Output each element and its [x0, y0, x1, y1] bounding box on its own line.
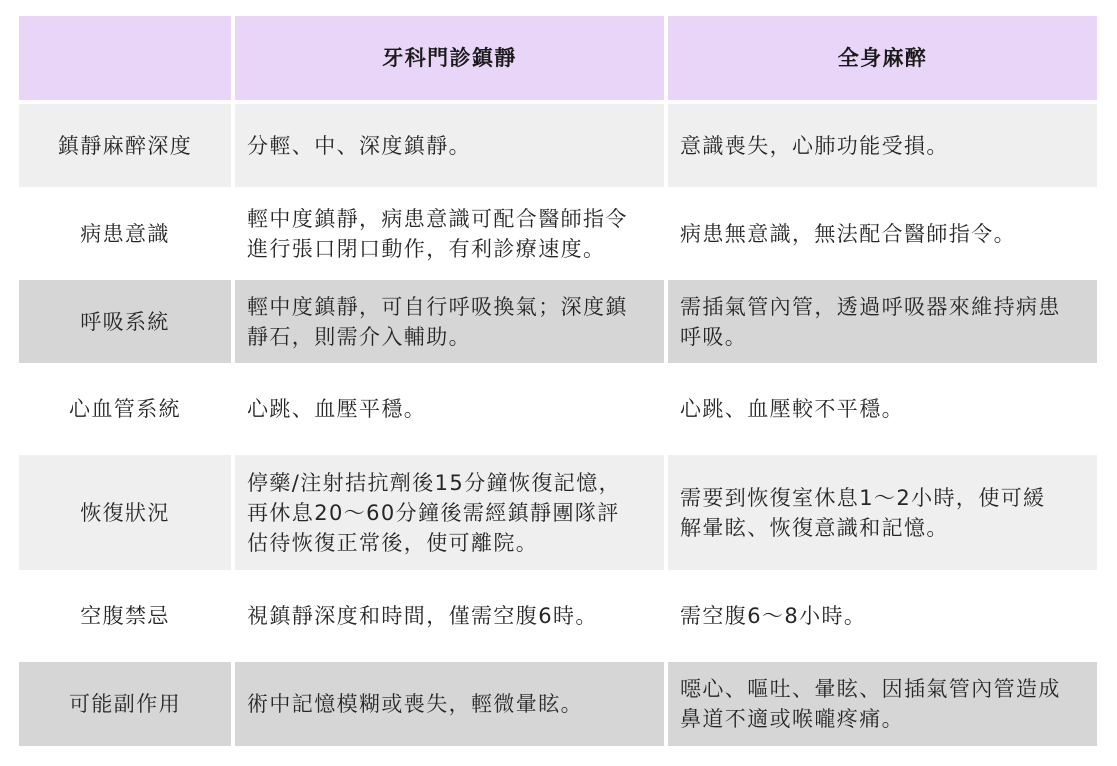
dental-sedation-text: 停藥/注射拮抗劑後15分鐘恢復記憶， 再休息20～60分鐘後需經鎮靜團隊評 估待恢復正常後，使可離院。: [247, 470, 621, 555]
row-label: 恢復狀況: [80, 500, 170, 525]
dental-sedation-cell: [235, 367, 664, 451]
dental-sedation-cell: [235, 662, 664, 746]
comparison-table: [19, 16, 1097, 746]
row-label-cell: [19, 104, 231, 187]
general-anesthesia-cell: [668, 662, 1097, 746]
general-anesthesia-cell: [668, 367, 1097, 451]
general-anesthesia-text: 噁心、嘔吐、暈眩、因插氣管內管造成 鼻道不適或喉嚨疼痛。: [680, 677, 1061, 731]
row-label: 鎮靜麻醉深度: [57, 133, 193, 158]
dental-sedation-text: 心跳、血壓平穩。: [247, 397, 427, 421]
table-header-corner: [19, 16, 231, 100]
general-anesthesia-cell: [668, 574, 1097, 658]
row-label: 空腹禁忌: [80, 604, 170, 628]
dental-sedation-text: 視鎮靜深度和時間，僅需空腹6時。: [247, 604, 598, 628]
general-anesthesia-text: 需空腹6～8小時。: [680, 604, 867, 628]
dental-sedation-text: 輕中度鎮靜，病患意識可配合醫師指令 進行張口閉口動作，有利診療速度。: [247, 206, 628, 261]
table-header-row: [19, 16, 1097, 100]
dental-sedation-text: 輕中度鎮靜，可自行呼吸換氣；深度鎮 靜石，則需介入輔助。: [247, 294, 628, 349]
row-label-cell: [19, 662, 231, 746]
header-general-anesthesia-cell: [668, 16, 1097, 100]
dental-sedation-cell: [235, 104, 664, 187]
header-general-anesthesia: 全身麻醉: [837, 46, 928, 70]
row-label-cell: [19, 455, 231, 570]
row-label: 心血管系統: [69, 397, 181, 421]
table-row-consciousness: [19, 191, 1097, 276]
general-anesthesia-cell: [668, 280, 1097, 363]
row-label: 病患意識: [80, 221, 170, 246]
table-row-fasting: [19, 574, 1097, 658]
general-anesthesia-cell: [668, 455, 1097, 570]
dental-sedation-text: 分輕、中、深度鎮靜。: [247, 133, 471, 158]
dental-sedation-cell: [235, 280, 664, 363]
general-anesthesia-cell: [668, 104, 1097, 187]
row-label-cell: [19, 191, 231, 276]
general-anesthesia-text: 需插氣管內管，透過呼吸器來維持病患 呼吸。: [680, 294, 1061, 349]
general-anesthesia-text: 病患無意識，無法配合醫師指令。: [680, 221, 1016, 246]
table-row-sedation-depth: [19, 104, 1097, 187]
row-label-cell: [19, 280, 231, 363]
header-dental-sedation: 牙科門診鎮靜: [382, 46, 517, 70]
table-row-cardiovascular: [19, 367, 1097, 451]
dental-sedation-cell: [235, 191, 664, 276]
row-label: 可能副作用: [69, 692, 181, 716]
table-row-side-effects: [19, 662, 1097, 746]
general-anesthesia-text: 心跳、血壓較不平穩。: [680, 397, 904, 421]
dental-sedation-cell: [235, 574, 664, 658]
row-label: 呼吸系統: [80, 309, 170, 334]
general-anesthesia-text: 意識喪失，心肺功能受損。: [680, 133, 949, 158]
row-label-cell: [19, 574, 231, 658]
table-row-recovery: [19, 455, 1097, 570]
row-label-cell: [19, 367, 231, 451]
header-dental-sedation-cell: [235, 16, 664, 100]
table-row-respiratory: [19, 280, 1097, 363]
general-anesthesia-cell: [668, 191, 1097, 276]
dental-sedation-text: 術中記憶模糊或喪失，輕微暈眩。: [247, 692, 583, 716]
dental-sedation-cell: [235, 455, 664, 570]
general-anesthesia-text: 需要到恢復室休息1～2小時，使可緩 解暈眩、恢復意識和記憶。: [680, 485, 1046, 540]
